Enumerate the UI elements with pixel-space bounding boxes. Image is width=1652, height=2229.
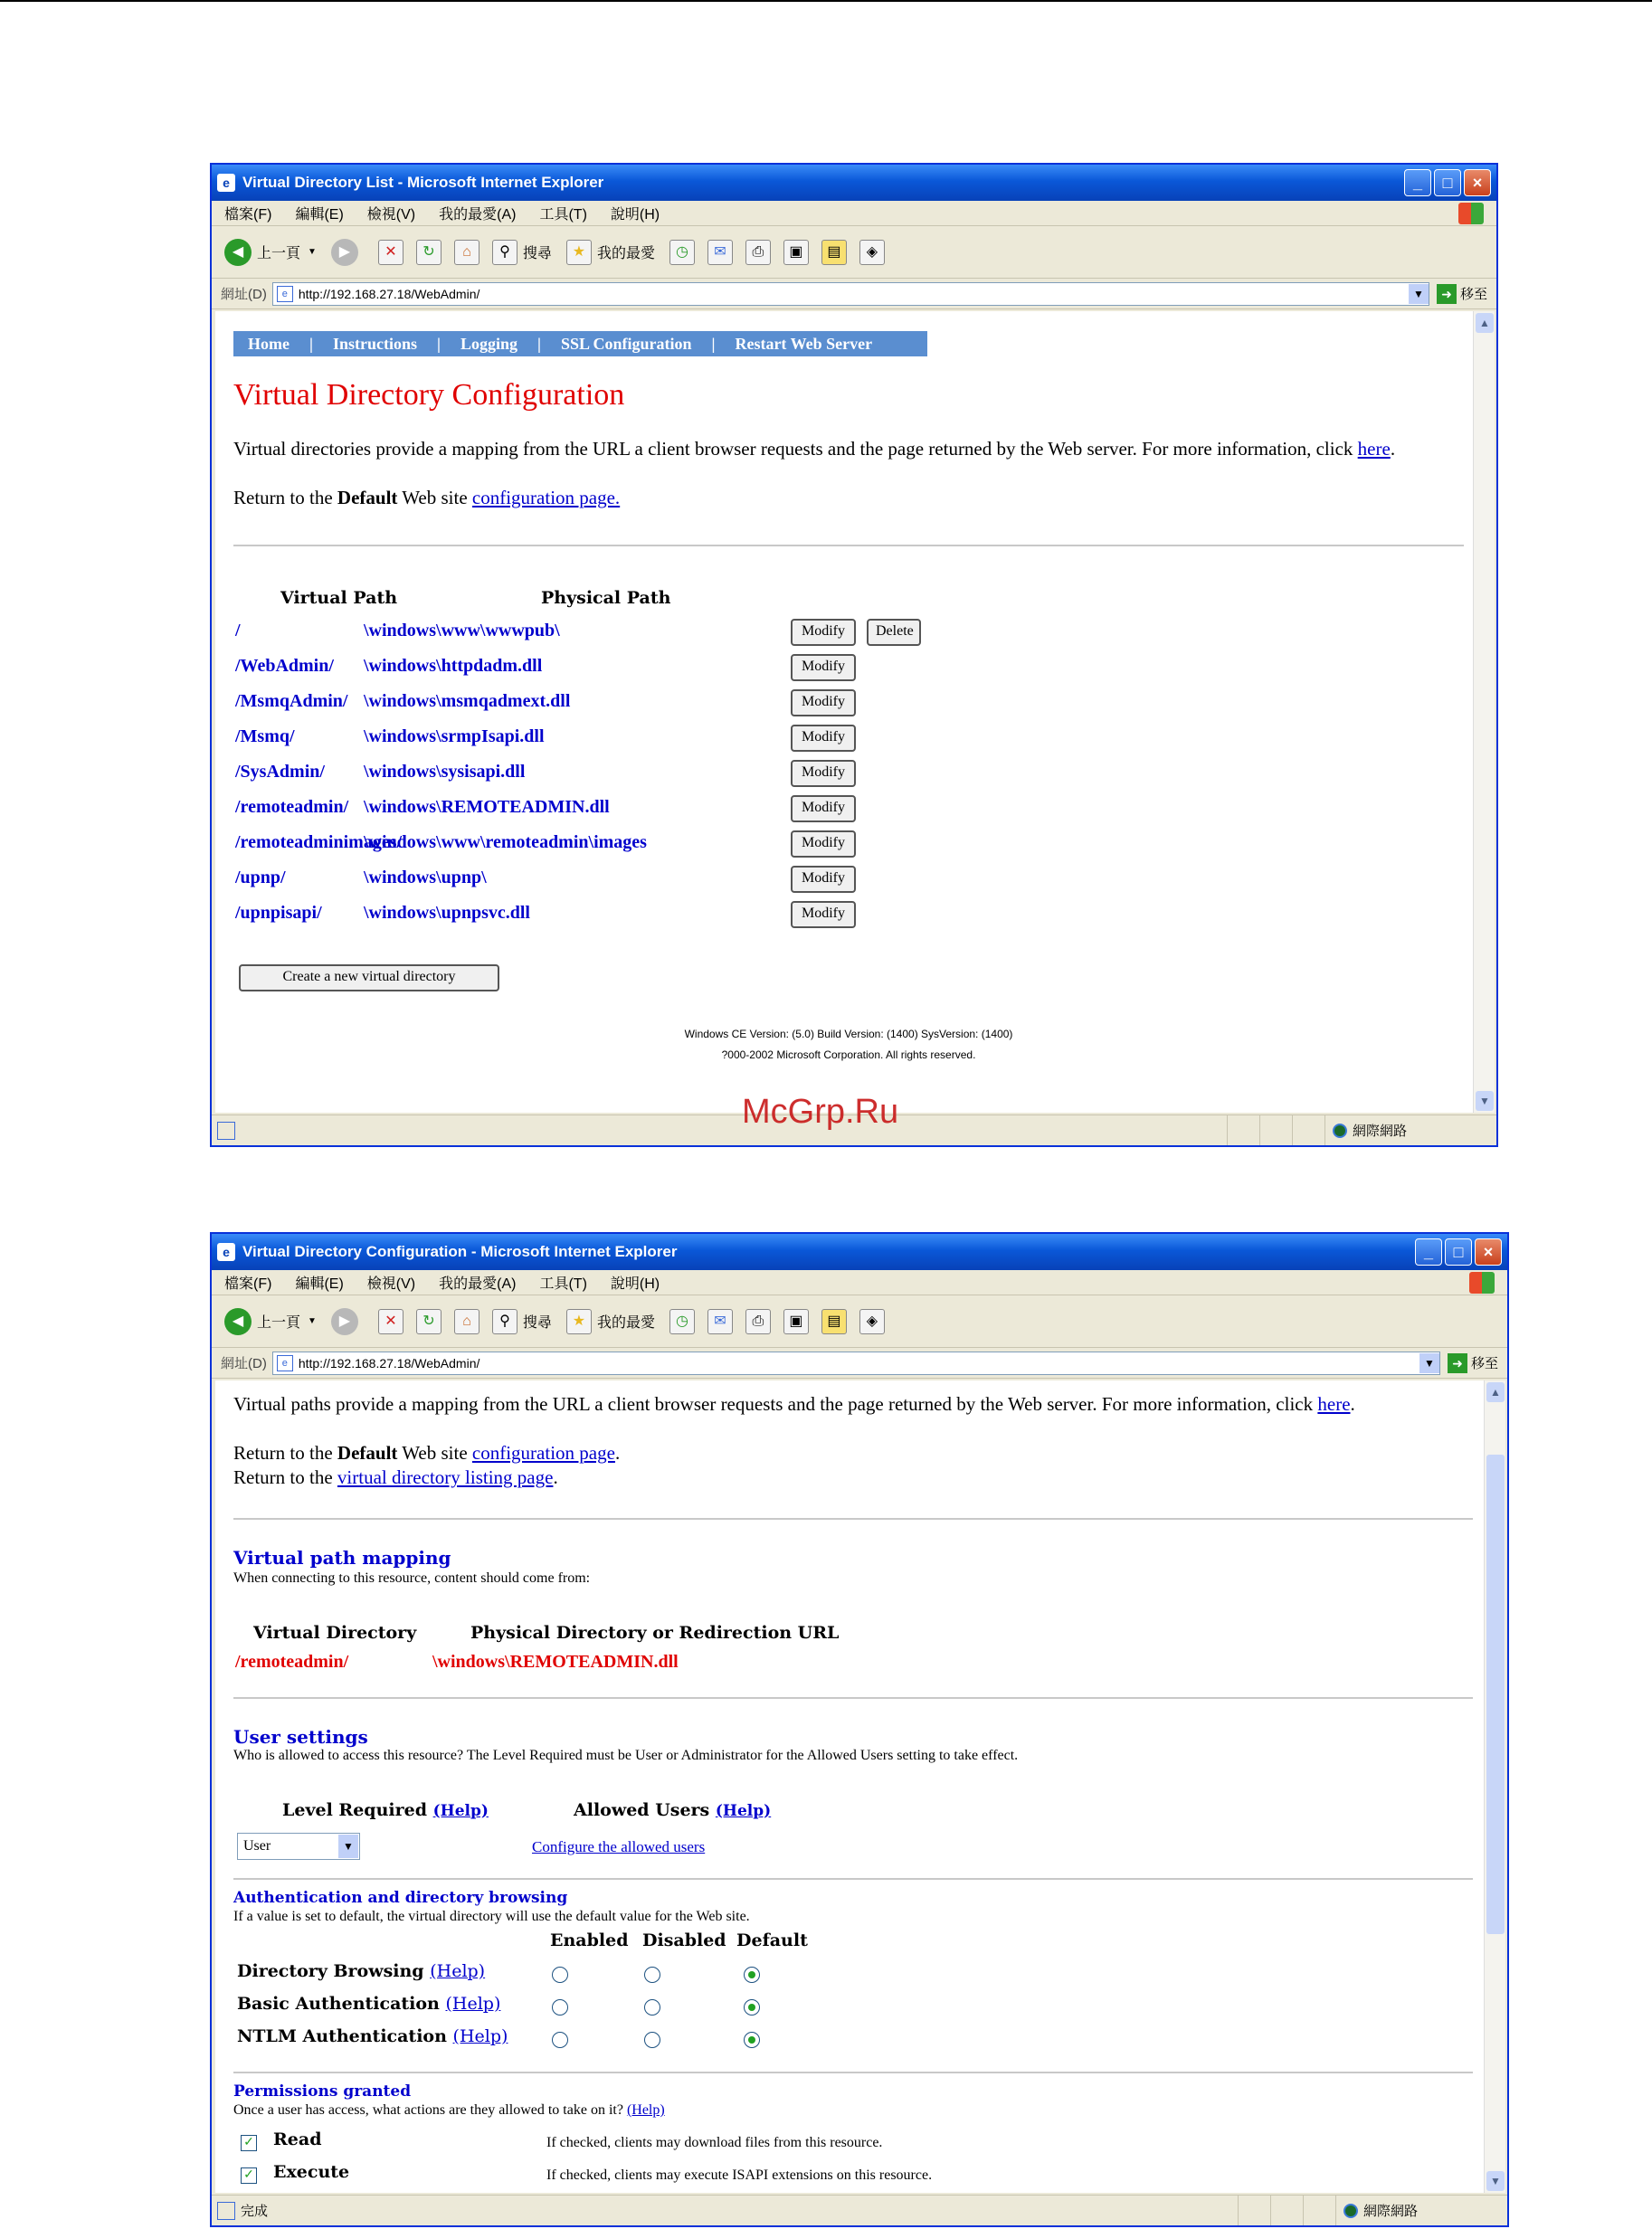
favorites-label: 我的最愛 (596, 1315, 655, 1331)
back-arrow-icon: ◀ (224, 239, 252, 266)
return-text (233, 487, 620, 509)
address-input[interactable] (272, 1352, 1440, 1375)
directory-browsing-label (237, 1961, 485, 1981)
menu-bar (212, 1270, 1507, 1295)
search-button[interactable] (492, 1309, 552, 1334)
virtual-path[interactable]: /MsmqAdmin/ (235, 691, 348, 711)
page-icon: e (277, 286, 293, 302)
menu-favorites[interactable]: 我的最愛(A) (439, 1276, 517, 1292)
vertical-scrollbar[interactable] (1473, 311, 1495, 1113)
create-virtual-directory-button[interactable]: Create a new virtual directory (239, 964, 499, 991)
messenger-icon[interactable]: ◈ (859, 240, 885, 265)
edit-icon[interactable]: ▣ (783, 1309, 809, 1334)
allowed-users-label (574, 1800, 771, 1820)
col-virtual-directory: Virtual Directory (253, 1623, 417, 1643)
level-required-select[interactable] (237, 1833, 360, 1860)
permissions-heading: Permissions granted (233, 2082, 412, 2101)
table-row (233, 758, 1048, 789)
intro-body: Virtual directories provide a mapping from the URL a client browser requests and the page returned by the Web server. For more information, click (233, 438, 1353, 460)
modify-button[interactable]: Modify (791, 654, 856, 681)
ie-window-virtual-directory-list (210, 163, 1498, 1147)
forward-arrow-icon: ▶ (331, 239, 358, 266)
forward-button[interactable] (331, 239, 364, 266)
address-bar (212, 279, 1496, 309)
nav-bar (233, 331, 927, 356)
notes-icon[interactable]: ▤ (821, 240, 847, 265)
basic-authentication-help-link[interactable]: (Help) (445, 1994, 501, 2014)
search-label: 搜尋 (522, 246, 552, 261)
col-virtual-path: Virtual Path (280, 588, 398, 608)
address-url: http://192.168.27.18/WebAdmin/ (298, 286, 480, 301)
menu-help[interactable]: 說明(H) (610, 1276, 660, 1292)
go-arrow-icon: ➜ (1448, 1353, 1467, 1373)
physical-path[interactable]: \windows\msmqadmext.dll (364, 691, 571, 711)
chevron-down-icon[interactable]: ▼ (1419, 1353, 1439, 1373)
configure-allowed-users-link[interactable]: Configure the allowed users (532, 1838, 706, 1855)
watermark: McGrp.Ru (742, 1093, 899, 1131)
table-row (233, 793, 1048, 824)
mapping-description: When connecting to this resource, content should come from: (233, 1570, 591, 1586)
page-status-icon (217, 2202, 235, 2220)
go-label: 移至 (1459, 287, 1487, 302)
scroll-up-icon[interactable]: ▲ (1486, 1382, 1505, 1402)
auth-description: If a value is set to default, the virtual directory will use the default value for the Web site. (233, 1909, 750, 1924)
scrollbar-thumb[interactable] (1486, 1455, 1505, 1934)
virtual-path[interactable]: /Msmq/ (235, 726, 295, 746)
read-description: If checked, clients may download files from this resource. (546, 2135, 883, 2150)
globe-icon (1333, 1124, 1347, 1138)
back-arrow-icon: ◀ (224, 1308, 252, 1335)
scroll-down-icon[interactable]: ▼ (1476, 1091, 1494, 1111)
star-icon: ★ (566, 240, 592, 265)
status-cell (1259, 1115, 1292, 1145)
history-icon[interactable]: ◷ (669, 240, 695, 265)
modify-button[interactable]: Modify (791, 725, 856, 752)
print-icon[interactable]: ⎙ (745, 1309, 771, 1334)
auth-heading: Authentication and directory browsing (233, 1889, 568, 1907)
return-text: Return to the Default Web site configuration page. (233, 1442, 621, 1464)
globe-icon (1343, 2204, 1358, 2218)
delete-button[interactable]: Delete (867, 619, 921, 646)
go-arrow-icon: ➜ (1437, 284, 1457, 304)
messenger-icon[interactable]: ◈ (859, 1309, 885, 1334)
search-icon: ⚲ (492, 240, 517, 265)
forward-arrow-icon: ▶ (331, 1308, 358, 1335)
title-bar[interactable] (212, 1234, 1507, 1270)
status-zone (1324, 1115, 1496, 1145)
mail-icon[interactable]: ✉ (707, 1309, 733, 1334)
favorites-label: 我的最愛 (596, 246, 655, 261)
ntlm-authentication-enabled-radio[interactable] (552, 2032, 568, 2048)
address-label: 網址(D) (221, 1356, 267, 1371)
col-default: Default (736, 1930, 808, 1950)
level-required-text: Level Required (282, 1800, 427, 1820)
search-button[interactable] (492, 240, 552, 265)
virtual-path[interactable]: /remoteadmin/ (235, 797, 349, 817)
basic-authentication-text: Basic Authentication (237, 1994, 440, 2014)
permissions-help-link[interactable]: (Help) (626, 2102, 665, 2118)
allowed-help-link[interactable]: (Help) (715, 1802, 772, 1820)
basic-authentication-enabled-radio[interactable] (552, 1999, 568, 2016)
back-button[interactable]: ◀ 上一頁 ▼ (224, 239, 317, 266)
execute-description: If checked, clients may execute ISAPI extensions on this resource. (546, 2167, 933, 2183)
home-icon[interactable]: ⌂ (454, 1309, 479, 1334)
user-settings-description: Who is allowed to access this resource? The Level Required must be User or Administrator for the Allowed Users setting to take effect. (233, 1748, 1019, 1763)
nav-separator: | (711, 334, 716, 353)
title-bar[interactable] (212, 165, 1496, 201)
virtual-path-mapping-heading: Virtual path mapping (233, 1547, 451, 1569)
back-label: 上一頁 (257, 246, 301, 261)
ntlm-authentication-text: NTLM Authentication (237, 2026, 447, 2046)
refresh-icon[interactable]: ↻ (416, 1309, 441, 1334)
menu-help[interactable]: 說明(H) (610, 207, 660, 223)
col-enabled: Enabled (550, 1930, 629, 1950)
return-pre: Return to the (233, 1442, 333, 1464)
status-text: 完成 (241, 2204, 269, 2219)
return-bold: Default (337, 487, 398, 508)
return-mid: Web site (402, 1442, 468, 1464)
status-bar (212, 2195, 1507, 2225)
zone-label: 網際網路 (1353, 1124, 1408, 1139)
intro-text: Virtual directories provide a mapping from the URL a client browser requests and the page returned by the Web server. For more information, click here. (233, 438, 1396, 460)
return-bold: Default (337, 1442, 398, 1464)
status-cells (268, 2196, 1507, 2225)
go-button[interactable] (1448, 1353, 1498, 1373)
ie-window-virtual-directory-configuration (210, 1232, 1509, 2227)
maximize-button[interactable]: □ (1445, 1238, 1472, 1266)
modify-button[interactable]: Modify (791, 619, 856, 646)
address-url: http://192.168.27.18/WebAdmin/ (298, 1355, 480, 1371)
virtual-path[interactable]: /WebAdmin/ (235, 656, 334, 676)
physical-path[interactable]: \windows\httpdadm.dll (364, 656, 543, 676)
read-checkbox[interactable]: ✓ (241, 2135, 257, 2151)
status-cell (1303, 2196, 1335, 2225)
back-label: 上一頁 (257, 1315, 301, 1331)
level-selected-value: User (243, 1838, 271, 1854)
menu-bar (212, 201, 1496, 226)
window-title: Virtual Directory List - Microsoft Internet Explorer (242, 174, 604, 191)
mail-icon[interactable]: ✉ (707, 240, 733, 265)
page-title: Virtual Directory Configuration (233, 378, 625, 412)
nav-restart-web-server[interactable]: Restart Web Server (735, 334, 873, 353)
configuration-page-link[interactable]: configuration page. (471, 487, 621, 508)
menu-favorites[interactable]: 我的最愛(A) (439, 207, 517, 223)
ntlm-authentication-label (237, 2026, 508, 2046)
status-cell (1238, 2196, 1270, 2225)
user-settings-heading: User settings (233, 1726, 368, 1748)
nav-separator: | (436, 334, 441, 353)
ntlm-authentication-help-link[interactable]: (Help) (452, 2026, 508, 2046)
history-icon[interactable]: ◷ (669, 1309, 695, 1334)
close-button[interactable]: × (1464, 169, 1491, 196)
forward-button[interactable] (331, 1308, 364, 1335)
modify-button[interactable]: Modify (791, 795, 856, 822)
vertical-scrollbar[interactable] (1484, 1380, 1505, 2193)
window-title: Virtual Directory Configuration - Microsoft Internet Explorer (242, 1243, 678, 1260)
chevron-down-icon[interactable]: ▼ (338, 1835, 358, 1858)
ntlm-authentication-default-radio[interactable] (744, 2032, 760, 2048)
return-pre: Return to the (233, 487, 333, 508)
permissions-description-text: Once a user has access, what actions are they allowed to take on it? (233, 2102, 623, 2118)
nav-instructions[interactable]: Instructions (332, 334, 417, 353)
page-content (215, 1380, 1484, 2193)
physical-path[interactable]: \windows\www\wwwpub\ (364, 621, 560, 640)
ntlm-authentication-disabled-radio[interactable] (644, 2032, 660, 2048)
execute-checkbox[interactable]: ✓ (241, 2167, 257, 2184)
back-button[interactable]: ◀ 上一頁 ▼ (224, 1308, 317, 1335)
edit-icon[interactable]: ▣ (783, 240, 809, 265)
nav-separator: | (536, 334, 541, 353)
page-content (215, 311, 1473, 1113)
modify-button[interactable]: Modify (791, 866, 856, 893)
physical-directory-value: \windows\REMOTEADMIN.dll (432, 1652, 679, 1672)
minimize-button[interactable]: _ (1415, 1238, 1442, 1266)
status-cell (1270, 2196, 1303, 2225)
go-label: 移至 (1470, 1356, 1498, 1371)
virtual-path[interactable]: / (235, 621, 241, 640)
go-button[interactable] (1437, 284, 1487, 304)
modify-button[interactable]: Modify (791, 901, 856, 928)
divider (233, 545, 1464, 546)
physical-path[interactable]: \windows\upnpsvc.dll (364, 903, 530, 923)
search-icon: ⚲ (492, 1309, 517, 1334)
scroll-down-icon[interactable]: ▼ (1486, 2171, 1505, 2191)
directory-browsing-enabled-radio[interactable] (552, 1967, 568, 1983)
address-label: 網址(D) (221, 287, 267, 302)
virtual-path[interactable]: /upnpisapi/ (235, 903, 322, 923)
minimize-button[interactable]: _ (1404, 169, 1431, 196)
address-input[interactable] (272, 282, 1429, 306)
modify-button[interactable]: Modify (791, 760, 856, 787)
address-bar (212, 1348, 1507, 1379)
notes-icon[interactable]: ▤ (821, 1309, 847, 1334)
top-rule (0, 0, 1652, 2)
page-icon: e (277, 1355, 293, 1371)
star-icon: ★ (566, 1309, 592, 1334)
menu-file[interactable]: 檔案(F) (224, 1276, 272, 1292)
ie-logo-icon: e (217, 1243, 235, 1261)
page-status-icon (217, 1122, 235, 1140)
virtual-path[interactable]: /remoteadminimages/ (235, 832, 403, 852)
divider (233, 1878, 1473, 1880)
virtual-path[interactable]: /upnp/ (235, 868, 286, 887)
col-physical-directory: Physical Directory or Redirection URL (470, 1623, 840, 1643)
directory-browsing-text: Directory Browsing (237, 1961, 424, 1981)
col-physical-path: Physical Path (541, 588, 671, 608)
physical-path[interactable]: \windows\www\remoteadmin\images (364, 832, 647, 852)
version-footer: Windows CE Version: (5.0) Build Version: (1400) SysVersion: (1400) (684, 1028, 1013, 1040)
divider (233, 1697, 1473, 1699)
physical-path[interactable]: \windows\upnp\ (364, 868, 487, 887)
nav-logging[interactable]: Logging (460, 334, 517, 353)
directory-browsing-default-radio[interactable] (744, 1967, 760, 1983)
maximize-button[interactable]: □ (1434, 169, 1461, 196)
level-required-label (282, 1800, 489, 1820)
return2-pre: Return to the (233, 1466, 333, 1488)
table-row (233, 723, 1048, 754)
return-listing-text: Return to the virtual directory listing page. (233, 1466, 558, 1488)
physical-path[interactable]: \windows\REMOTEADMIN.dll (364, 797, 610, 817)
status-cell (1227, 1115, 1259, 1145)
level-help-link[interactable]: (Help) (432, 1802, 489, 1820)
virtual-directory-listing-link[interactable]: virtual directory listing page (337, 1466, 554, 1488)
menu-view[interactable]: 檢視(V) (366, 207, 416, 223)
virtual-directory-value: /remoteadmin/ (235, 1652, 349, 1672)
allowed-users-text: Allowed Users (574, 1800, 710, 1820)
intro-body: Virtual paths provide a mapping from the URL a client browser requests and the page returned by the Web server. For more information, click (233, 1393, 1314, 1415)
configuration-page-link[interactable]: configuration page (471, 1442, 615, 1464)
menu-view[interactable]: 檢視(V) (366, 1276, 416, 1292)
here-link[interactable]: here (1317, 1393, 1351, 1415)
directory-browsing-help-link[interactable]: (Help) (430, 1961, 486, 1981)
nav-home[interactable]: Home (248, 334, 290, 353)
menu-file[interactable]: 檔案(F) (224, 207, 272, 223)
scroll-up-icon[interactable]: ▲ (1476, 313, 1494, 333)
menu-edit[interactable]: 編輯(E) (295, 207, 344, 223)
toolbar (212, 226, 1496, 279)
virtual-path[interactable]: /SysAdmin/ (235, 762, 325, 782)
print-icon[interactable]: ⎙ (745, 240, 771, 265)
col-disabled: Disabled (642, 1930, 726, 1950)
toolbar (212, 1295, 1507, 1348)
table-row (233, 688, 1048, 718)
table-row (233, 829, 1048, 859)
permissions-description (233, 2102, 665, 2119)
basic-authentication-default-radio[interactable] (744, 1999, 760, 2016)
table-row (233, 864, 1048, 895)
home-icon[interactable]: ⌂ (454, 240, 479, 265)
chevron-down-icon[interactable]: ▼ (1409, 284, 1429, 304)
windows-flag-icon (1469, 1272, 1495, 1294)
windows-flag-icon (1458, 203, 1484, 224)
menu-tools[interactable]: 工具(T) (539, 1276, 587, 1292)
status-zone (1335, 2196, 1507, 2225)
refresh-icon[interactable]: ↻ (416, 240, 441, 265)
table-row (233, 899, 1048, 930)
table-row (233, 652, 1048, 683)
favorites-button[interactable] (566, 240, 655, 265)
divider (233, 2072, 1473, 2073)
execute-label: Execute (273, 2162, 350, 2182)
status-cell (1292, 1115, 1324, 1145)
close-button[interactable]: × (1475, 1238, 1502, 1266)
intro-text: Virtual paths provide a mapping from the URL a client browser requests and the page returned by the Web server. For more information, click here. (233, 1393, 1355, 1415)
basic-authentication-label (237, 1994, 500, 2014)
modify-button[interactable]: Modify (791, 830, 856, 858)
favorites-button[interactable] (566, 1309, 655, 1334)
zone-label: 網際網路 (1363, 2204, 1419, 2219)
physical-path[interactable]: \windows\srmpIsapi.dll (364, 726, 545, 746)
nav-separator: | (309, 334, 313, 353)
here-link[interactable]: here (1357, 438, 1391, 460)
search-label: 搜尋 (522, 1315, 552, 1331)
stop-icon[interactable]: ✕ (378, 1309, 404, 1334)
physical-path[interactable]: \windows\sysisapi.dll (364, 762, 526, 782)
copyright-footer: ?000-2002 Microsoft Corporation. All rights reserved. (721, 1048, 976, 1061)
directory-browsing-disabled-radio[interactable] (644, 1967, 660, 1983)
stop-icon[interactable]: ✕ (378, 240, 404, 265)
nav-ssl-configuration[interactable]: SSL Configuration (560, 334, 692, 353)
basic-authentication-disabled-radio[interactable] (644, 1999, 660, 2016)
return-mid: Web site (402, 487, 468, 508)
read-label: Read (273, 2129, 322, 2149)
table-row (233, 617, 1048, 648)
menu-edit[interactable]: 編輯(E) (295, 1276, 344, 1292)
menu-tools[interactable]: 工具(T) (539, 207, 587, 223)
divider (233, 1518, 1473, 1520)
modify-button[interactable]: Modify (791, 689, 856, 716)
ie-logo-icon: e (217, 174, 235, 192)
